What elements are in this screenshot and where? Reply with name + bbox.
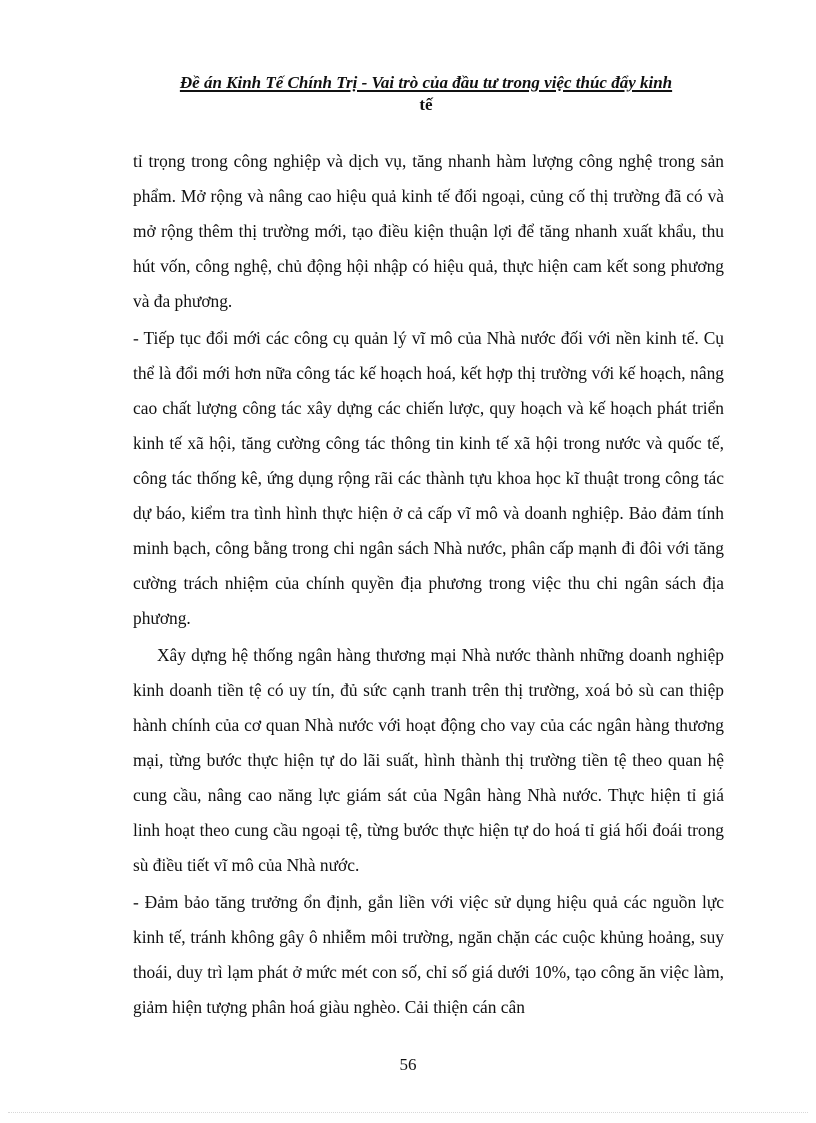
header-title-line-2: tế [419,95,433,114]
paragraph-continuation: tỉ trọng trong công nghiệp và dịch vụ, tăng nhanh hàm lượng công nghệ trong sản phẩm. Mở rộng và nâng cao hiệu quả kinh tế đối ngoại, củng cố thị trường đã có và mở rộng thêm thị trường mới, tạo điều kiện thuận lợi để tăng nhanh xuất khẩu, thu hút vốn, công nghệ, chủ động hội nhập có hiệu quả, thực hiện cam kết song phương và đa phương. [133,151,724,311]
paragraph-bullet-stable-growth: - Đảm bảo tăng trưởng ổn định, gắn liền với việc sử dụng hiệu quả các nguồn lực kinh tế, tránh không gây ô nhiễm môi trường, ngăn chặn các cuộc khủng hoảng, suy thoái, duy trì lạm phát ở mức mét con số, chỉ số giá dưới 10%, tạo công ăn việc làm, giảm hiện tượng phân hoá giàu nghèo. Cải thiện cán cân [133,892,724,1017]
page-number: 56 [399,1055,417,1074]
body-text [133,144,724,1025]
paragraph-banking-system: Xây dựng hệ thống ngân hàng thương mại Nhà nước thành những doanh nghiệp kinh doanh tiền tệ có uy tín, đủ sức cạnh tranh trên thị trường, xoá bỏ sù can thiệp hành chính của cơ quan Nhà nước với hoạt động cho vay của các ngân hàng thương mại, từng bước thực hiện tự do lãi suất, hình thành thị trường tiền tệ theo quan hệ cung cầu, nâng cao năng lực giám sát của Ngân hàng Nhà nước. Thực hiện tỉ giá linh hoạt theo cung cầu ngoại tệ, từng bước thực hiện tự do hoá tỉ giá hối đoái trong sù điều tiết vĩ mô của Nhà nước. [133,645,724,875]
page-bottom-divider [8,1112,808,1113]
paragraph-bullet-macro-tools: - Tiếp tục đổi mới các công cụ quản lý vĩ mô của Nhà nước đối với nền kinh tế. Cụ thể là đổi mới hơn nữa công tác kế hoạch hoá, kết hợp thị trường với kế hoạch, nâng cao chất lượng công tác xây dựng các chiến lược, quy hoạch và kế hoạch phát triển kinh tế xã hội, tăng cường công tác thông tin kinh tế xã hội trong nước và quốc tế, công tác thống kê, ứng dụng rộng rãi các thành tựu khoa học kĩ thuật trong công tác dự báo, kiểm tra tình hình thực hiện ở cả cấp vĩ mô và doanh nghiệp. Bảo đảm tính minh bạch, công bằng trong chi ngân sách Nhà nước, phân cấp mạnh đi đôi với tăng cường trách nhiệm của chính quyền địa phương trong việc thu chi ngân sách địa phương. [133,328,724,628]
header-title-line-1: Đề án Kinh Tế Chính Trị - Vai trò của đầu tư trong việc thúc đẩy kinh [179,73,673,92]
page-header [128,72,724,116]
